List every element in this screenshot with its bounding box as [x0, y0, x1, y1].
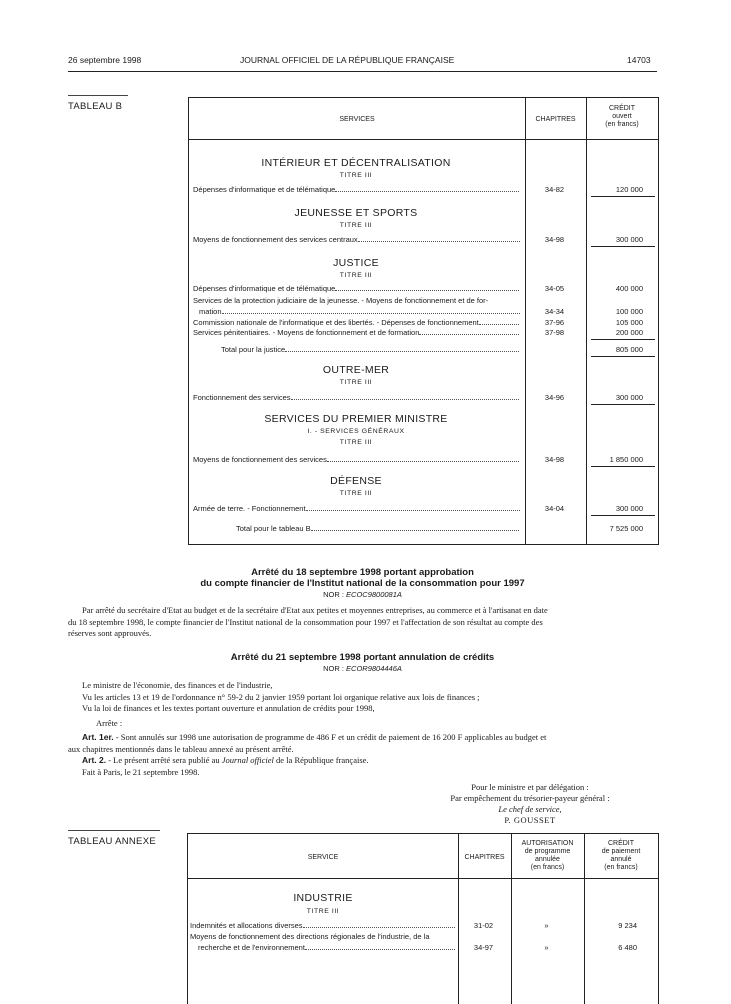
- signature-block: [400, 782, 660, 826]
- leader-dots: [222, 313, 520, 314]
- col-chapitres-header: CHAPITRES: [464, 854, 505, 861]
- section-titre: TITRE III: [339, 172, 373, 179]
- row-label-text: recherche et de l'environnement: [198, 943, 305, 952]
- header-divider: [189, 139, 658, 140]
- col-aut-line: annulée: [535, 856, 560, 863]
- row-amount: 1 850 000: [609, 455, 643, 464]
- nor-code: ECOC9800081A: [346, 590, 402, 599]
- total-row: [221, 345, 520, 354]
- section-title: OUTRE-MER: [322, 364, 390, 376]
- annexe-autorisation: »: [544, 921, 549, 930]
- col-aut-line: (en francs): [530, 864, 565, 871]
- amount-rule: [591, 246, 655, 247]
- amount-rule: [591, 356, 655, 357]
- section-title: JUSTICE: [333, 257, 379, 269]
- arrete1-title-line1: Arrêté du 18 septembre 1998 portant approbation: [251, 567, 474, 578]
- row-label-text: Services pénitentiaires. - Moyens de fonctionnement et de formation: [193, 328, 420, 337]
- arrete2-intro-line: Vu les articles 13 et 19 de l'ordonnance n° 59-2 du 2 janvier 1959 portant loi organique relative aux lois de finances ;: [82, 691, 480, 702]
- section-title: JEUNESSE ET SPORTS: [294, 207, 418, 219]
- arrete2-fait: Fait à Paris, le 21 septembre 1998.: [82, 766, 200, 777]
- amount-rule: [591, 404, 655, 405]
- sig-line: Le chef de service,: [498, 804, 562, 814]
- header-journal: JOURNAL OFFICIEL DE LA RÉPUBLIQUE FRANÇAISE: [240, 55, 455, 65]
- table-row: [193, 504, 520, 513]
- leader-dots: [479, 324, 520, 325]
- leader-dots: [335, 290, 520, 291]
- row-label-text: Total pour le tableau B: [236, 524, 311, 533]
- header-page: 14703: [627, 55, 651, 65]
- arrete2-intro-line: Le ministre de l'économie, des finances et de l'industrie,: [82, 680, 273, 690]
- col-credit-line: annulé: [610, 856, 632, 863]
- amount-rule: [591, 339, 655, 340]
- row-amount: 105 000: [615, 318, 643, 327]
- arrete1-title-line2: du compte financier de l'Institut national de la consommation pour 1997: [200, 578, 525, 589]
- row-amount: 300 000: [615, 235, 643, 244]
- section-subtitle: I. - SERVICES GÉNÉRAUX: [307, 428, 405, 435]
- arrete2-art1: [68, 732, 668, 744]
- leader-dots: [291, 399, 520, 400]
- row-chapitre: 34-98: [544, 235, 565, 244]
- art2-text-pre: - Le présent arrêté sera publié au: [106, 755, 222, 765]
- annexe-chapitre: 34-97: [473, 943, 494, 952]
- amount-rule: [591, 196, 655, 197]
- arrete1-body-line: réserves sont approuvés.: [68, 628, 152, 638]
- arrete2-intro-line: Vu la loi de finances et les textes portant ouverture et annulation de crédits pour 1998,: [82, 703, 375, 713]
- col-credit-line2: ouvert: [612, 113, 632, 120]
- col-credit-line3: (en francs): [605, 121, 639, 128]
- arrete2-nor: [68, 664, 657, 673]
- section-titre: TITRE III: [339, 439, 373, 446]
- art2-label: Art. 2.: [82, 755, 107, 765]
- row-label-text: Fonctionnement des services: [193, 393, 291, 402]
- leader-dots: [419, 334, 520, 335]
- table-row: [193, 318, 520, 327]
- row-label-text: Dépenses d'informatique et de télématique: [193, 284, 336, 293]
- arrete1-nor: [68, 590, 657, 599]
- grand-total-row: [236, 524, 520, 533]
- row-chapitre: 34-34: [544, 307, 565, 316]
- header-rule: [68, 71, 657, 72]
- annexe-chapitre: 31-02: [473, 921, 494, 930]
- leader-dots: [303, 927, 456, 928]
- total-amount: 805 000: [615, 345, 643, 354]
- arrete1-body-line: Par arrêté du secrétaire d'Etat au budget et de la secrétaire d'Etat aux petites et moyennes entreprises, au commerce et à l'artisanat en date: [82, 605, 548, 615]
- sig-line: Par empêchement du trésorier-payeur général :: [450, 793, 610, 803]
- col-autorisation-header: [511, 840, 584, 872]
- col-credit-header: [586, 105, 658, 129]
- nor-label: NOR :: [323, 664, 344, 673]
- table-row: [193, 328, 520, 337]
- row-label-text: Dépenses d'informatique et de télématique: [193, 185, 336, 194]
- column-divider: [586, 98, 587, 544]
- row-chapitre: 37-96: [544, 318, 565, 327]
- arrete1-body: [68, 605, 668, 640]
- row-label-text: Moyens de fonctionnement des services centraux: [193, 235, 358, 244]
- arrete1-body-line: du 18 septembre 1998, le compte financier de l'Institut national de la consommation pour 1997 et l'affectation de son résultat au compte des: [68, 616, 543, 627]
- col-chapitres-header: CHAPITRES: [535, 116, 576, 123]
- section-titre: TITRE III: [339, 222, 373, 229]
- leader-dots: [311, 530, 520, 531]
- table-row: [193, 296, 520, 305]
- nor-label: NOR :: [323, 590, 344, 599]
- section-titre: TITRE III: [339, 379, 373, 386]
- section-title: SERVICES DU PREMIER MINISTRE: [264, 413, 448, 425]
- art1-text: - Sont annulés sur 1998 une autorisation de programme de 486 F et un crédit de paiement de 16 200 F applicables au budget et: [113, 732, 547, 742]
- row-chapitre: 34-05: [544, 284, 565, 293]
- row-label-text: mation: [199, 307, 222, 316]
- row-amount: 300 000: [615, 393, 643, 402]
- section-title: INTÉRIEUR ET DÉCENTRALISATION: [261, 157, 451, 169]
- annexe-autorisation: »: [544, 943, 549, 952]
- row-chapitre: 34-04: [544, 504, 565, 513]
- annexe-credit: 9 234: [618, 921, 637, 930]
- row-chapitre: 34-96: [544, 393, 565, 402]
- table-row: [193, 393, 520, 402]
- arrete2-arrete: Arrête :: [96, 717, 123, 728]
- col-credit-line: de paiement: [601, 848, 641, 855]
- leader-dots: [327, 461, 520, 462]
- tableau-b-label-rule: [68, 95, 128, 96]
- col-services-header: SERVICES: [339, 116, 375, 123]
- col-aut-line: de programme: [524, 848, 571, 855]
- annexe-row: [198, 943, 456, 952]
- sig-line: Pour le ministre et par délégation :: [471, 782, 589, 792]
- section-titre: TITRE III: [339, 272, 373, 279]
- table-row: [193, 455, 520, 464]
- tableau-b-label: TABLEAU B: [68, 101, 123, 112]
- row-label-text: Services de la protection judiciaire de la jeunesse. - Moyens de fonctionnement et de for-: [193, 296, 489, 305]
- art1-label: Art. 1er.: [82, 732, 114, 742]
- amount-rule: [591, 466, 655, 467]
- row-amount: 120 000: [615, 185, 643, 194]
- row-amount: 300 000: [615, 504, 643, 513]
- nor-code: ECOR9804446A: [346, 664, 402, 673]
- col-credit-line1: CRÉDIT: [608, 105, 636, 112]
- row-amount: 400 000: [615, 284, 643, 293]
- col-credit-line: (en francs): [604, 864, 638, 871]
- leader-dots: [305, 949, 456, 950]
- arrete2-title: Arrêté du 21 septembre 1998 portant annulation de crédits: [230, 652, 495, 663]
- row-amount: 100 000: [615, 307, 643, 316]
- annexe-row: [190, 921, 456, 930]
- col-aut-line: AUTORISATION: [521, 840, 574, 847]
- row-label-text: Armée de terre. - Fonctionnement: [193, 504, 306, 513]
- arrete2-body: [68, 680, 668, 778]
- header-date: 26 septembre 1998: [68, 55, 142, 65]
- art2-journal: Journal officiel: [221, 755, 274, 765]
- col-credit-line: CRÉDIT: [607, 840, 635, 847]
- row-chapitre: 34-98: [544, 455, 565, 464]
- table-row: [193, 235, 520, 244]
- leader-dots: [358, 241, 520, 242]
- row-label-text: Indemnités et allocations diverses: [190, 921, 303, 930]
- amount-rule: [591, 515, 655, 516]
- row-label-text: Total pour la justice: [221, 345, 286, 354]
- section-titre: TITRE III: [339, 490, 373, 497]
- row-label-text: Moyens de fonctionnement des directions régionales de l'industrie, de la: [190, 932, 430, 941]
- grand-total-amount: 7 525 000: [609, 524, 643, 533]
- leader-dots: [285, 351, 520, 352]
- table-row: [193, 185, 520, 194]
- header-divider: [188, 878, 658, 879]
- row-chapitre: 34-82: [544, 185, 565, 194]
- row-chapitre: 37-98: [544, 328, 565, 337]
- tableau-annexe-label: TABLEAU ANNEXE: [68, 836, 156, 847]
- col-credit-header: [584, 840, 658, 872]
- row-label-text: Commission nationale de l'informatique et des libertés. - Dépenses de fonctionnement: [193, 318, 479, 327]
- table-row: [199, 307, 520, 316]
- row-label-text: Moyens de fonctionnement des services: [193, 455, 327, 464]
- sig-name: P. GOUSSET: [504, 815, 556, 825]
- annexe-row: [190, 932, 456, 941]
- table-row: [193, 284, 520, 293]
- col-service-header: SERVICE: [307, 854, 339, 861]
- tableau-annexe: [187, 833, 659, 1004]
- tableau-annexe-label-rule: [68, 830, 160, 831]
- annexe-credit: 6 480: [618, 943, 637, 952]
- leader-dots: [306, 510, 520, 511]
- arrete2-art1-cont: aux chapitres mentionnés dans le tableau annexé au présent arrêté.: [68, 743, 294, 754]
- art2-text-post: de la République française.: [273, 755, 369, 765]
- leader-dots: [335, 191, 520, 192]
- section-title: DÉFENSE: [330, 475, 382, 487]
- row-amount: 200 000: [615, 328, 643, 337]
- arrete2-art2: [68, 755, 668, 767]
- annexe-section-titre: TITRE III: [306, 908, 340, 915]
- annexe-section-title: INDUSTRIE: [293, 892, 353, 904]
